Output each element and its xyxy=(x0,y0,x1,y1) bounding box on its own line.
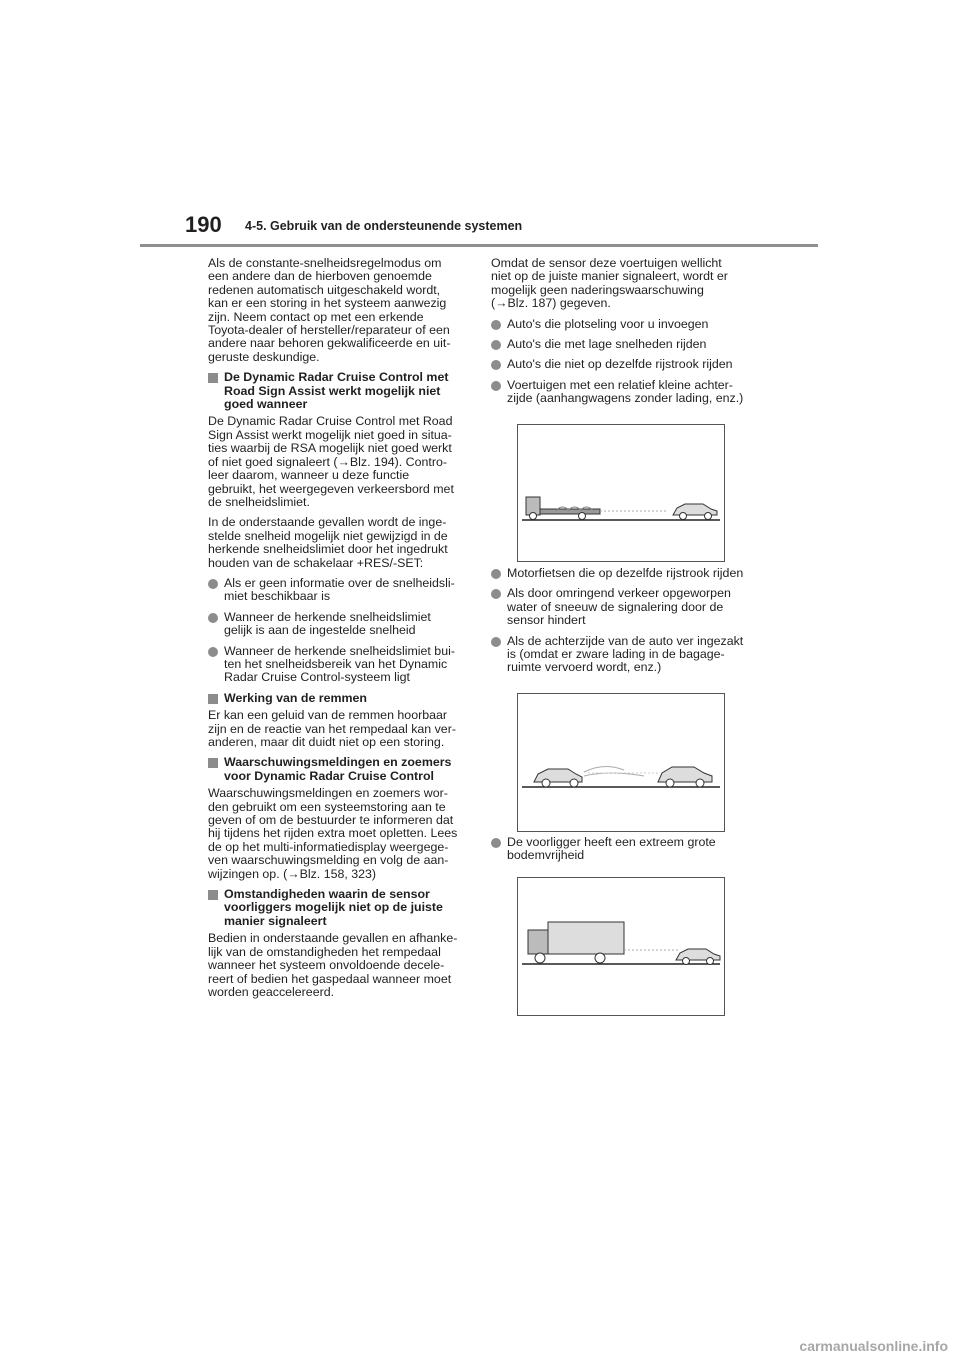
bullet-icon xyxy=(208,613,218,623)
square-bullet-icon xyxy=(208,890,218,900)
paragraph-sensor: Bedien in onderstaande gevallen en afhanke- lijk van de omstandigheden het rempedaal wanneer het systeem onvoldoende decele- reert of bedien het gaspedaal wanneer moet worden geaccelereerd. xyxy=(208,931,458,999)
list-item: Wanneer de herkende snelheidslimiet gelijk is aan de ingestelde snelheid xyxy=(208,611,470,638)
paragraph-malfunction: Als de constante-snelheidsregelmodus om een andere dan de hierboven genoemde redenen automatisch uitgeschakeld wordt, kan er een storing in het systeem aanwezig zijn. Neem contact op met een erkende Toyota-dealer of hersteller/reparateur of een andere naar behoren gekwalificeerde en uit- geruste deskundige. xyxy=(208,256,451,364)
list-item: Auto's die plotseling voor u invoegen xyxy=(491,318,756,331)
bullet-icon xyxy=(491,320,501,330)
heading-sensor: Omstandigheden waarin de sensor voorliggers mogelijk niet op de juiste manier signaleert xyxy=(208,888,470,928)
list-item: Als de achterzijde van de auto ver ingezakt is (omdat er zware lading in de bagage- ruimte vervoerd wordt, enz.) xyxy=(491,635,756,675)
paragraph-sensor-vehicles: Omdat de sensor deze voertuigen wellicht niet op de juiste manier signaleert, wordt er mogelijk geen naderingswaarschuwing (→Blz. 187) gegeven. xyxy=(491,256,728,311)
paragraph-rsa: De Dynamic Radar Cruise Control met Road Sign Assist werkt mogelijk niet goed in situa- ties waarbij de RSA mogelijk niet goed werkt of niet goed signaleert (→Blz. 194). Contro- leer daarom, wanneer u deze functie gebruikt, het weergegeven verkeersbord met de snelheidslimiet. xyxy=(208,414,454,509)
right-column-part2 xyxy=(491,567,756,682)
heading-rsa: De Dynamic Radar Cruise Control met Road Sign Assist werkt mogelijk niet goed wanneer xyxy=(208,371,470,411)
paragraph-speed-cases: In de onderstaande gevallen wordt de inge- stelde snelheid mogelijk niet gewijzigd in de herkende snelheidslimiet door het ingedrukt houden van de schakelaar +RES/-SET: xyxy=(208,515,448,570)
illustration-sagging-car xyxy=(517,693,725,832)
list-item: Auto's die met lage snelheden rijden xyxy=(491,338,756,351)
list-item: Motorfietsen die op dezelfde rijstrook rijden xyxy=(491,567,756,580)
bullet-icon xyxy=(491,360,501,370)
bullet-icon xyxy=(491,589,501,599)
heading-warnings: Waarschuwingsmeldingen en zoemers voor Dynamic Radar Cruise Control xyxy=(208,756,470,783)
list-item: Als er geen informatie over de snelheidsli- miet beschikbaar is xyxy=(208,577,470,604)
list-item: Auto's die niet op dezelfde rijstrook rijden xyxy=(491,358,756,371)
bullet-icon xyxy=(491,381,501,391)
list-item: Als door omringend verkeer opgeworpen water of sneeuw de signalering door de sensor hindert xyxy=(491,587,756,627)
bullet-icon xyxy=(208,647,218,657)
page-number: 190 xyxy=(185,212,222,237)
bullet-icon xyxy=(491,637,501,647)
bullet-icon xyxy=(491,569,501,579)
heading-brakes: Werking van de remmen xyxy=(208,692,470,705)
square-bullet-icon xyxy=(208,758,218,768)
site-watermark: carmanualsonline.info xyxy=(799,1338,948,1354)
right-column xyxy=(491,257,756,413)
list-item: Voertuigen met een relatief kleine achter- zijde (aanhangwagens zonder lading, enz.) xyxy=(491,379,756,406)
bullet-icon xyxy=(491,340,501,350)
paragraph-brakes: Er kan een geluid van de remmen hoorbaar zijn en de reactie van het rempedaal kan ver- anderen, maar dit duidt niet op een storing. xyxy=(208,708,456,749)
square-bullet-icon xyxy=(208,373,218,383)
right-column-part3 xyxy=(491,836,756,870)
section-title: 4-5. Gebruik van de ondersteunende systemen xyxy=(245,219,523,233)
paragraph-warnings: Waarschuwingsmeldingen en zoemers wor- den gebruikt om een systeemstoring aan te geven of om de bestuurder te informeren dat hij tijdens het rijden extra moet opletten. Lees de op het multi-informatiedisplay weergege- ven waarschuwingsmelding en volg de aan- wijzingen op. (→Blz. 158, 323) xyxy=(208,786,458,881)
illustration-truck xyxy=(517,877,725,1016)
illustration-trailer xyxy=(517,424,725,562)
bullet-icon xyxy=(491,838,501,848)
left-column xyxy=(208,257,470,1006)
list-item: Wanneer de herkende snelheidslimiet bui- ten het snelheidsbereik van het Dynamic Radar Cruise Control-systeem ligt xyxy=(208,645,470,685)
square-bullet-icon xyxy=(208,694,218,704)
bullet-icon xyxy=(208,579,218,589)
header-divider xyxy=(140,244,818,247)
list-item: De voorligger heeft een extreem grote bodemvrijheid xyxy=(491,836,756,863)
